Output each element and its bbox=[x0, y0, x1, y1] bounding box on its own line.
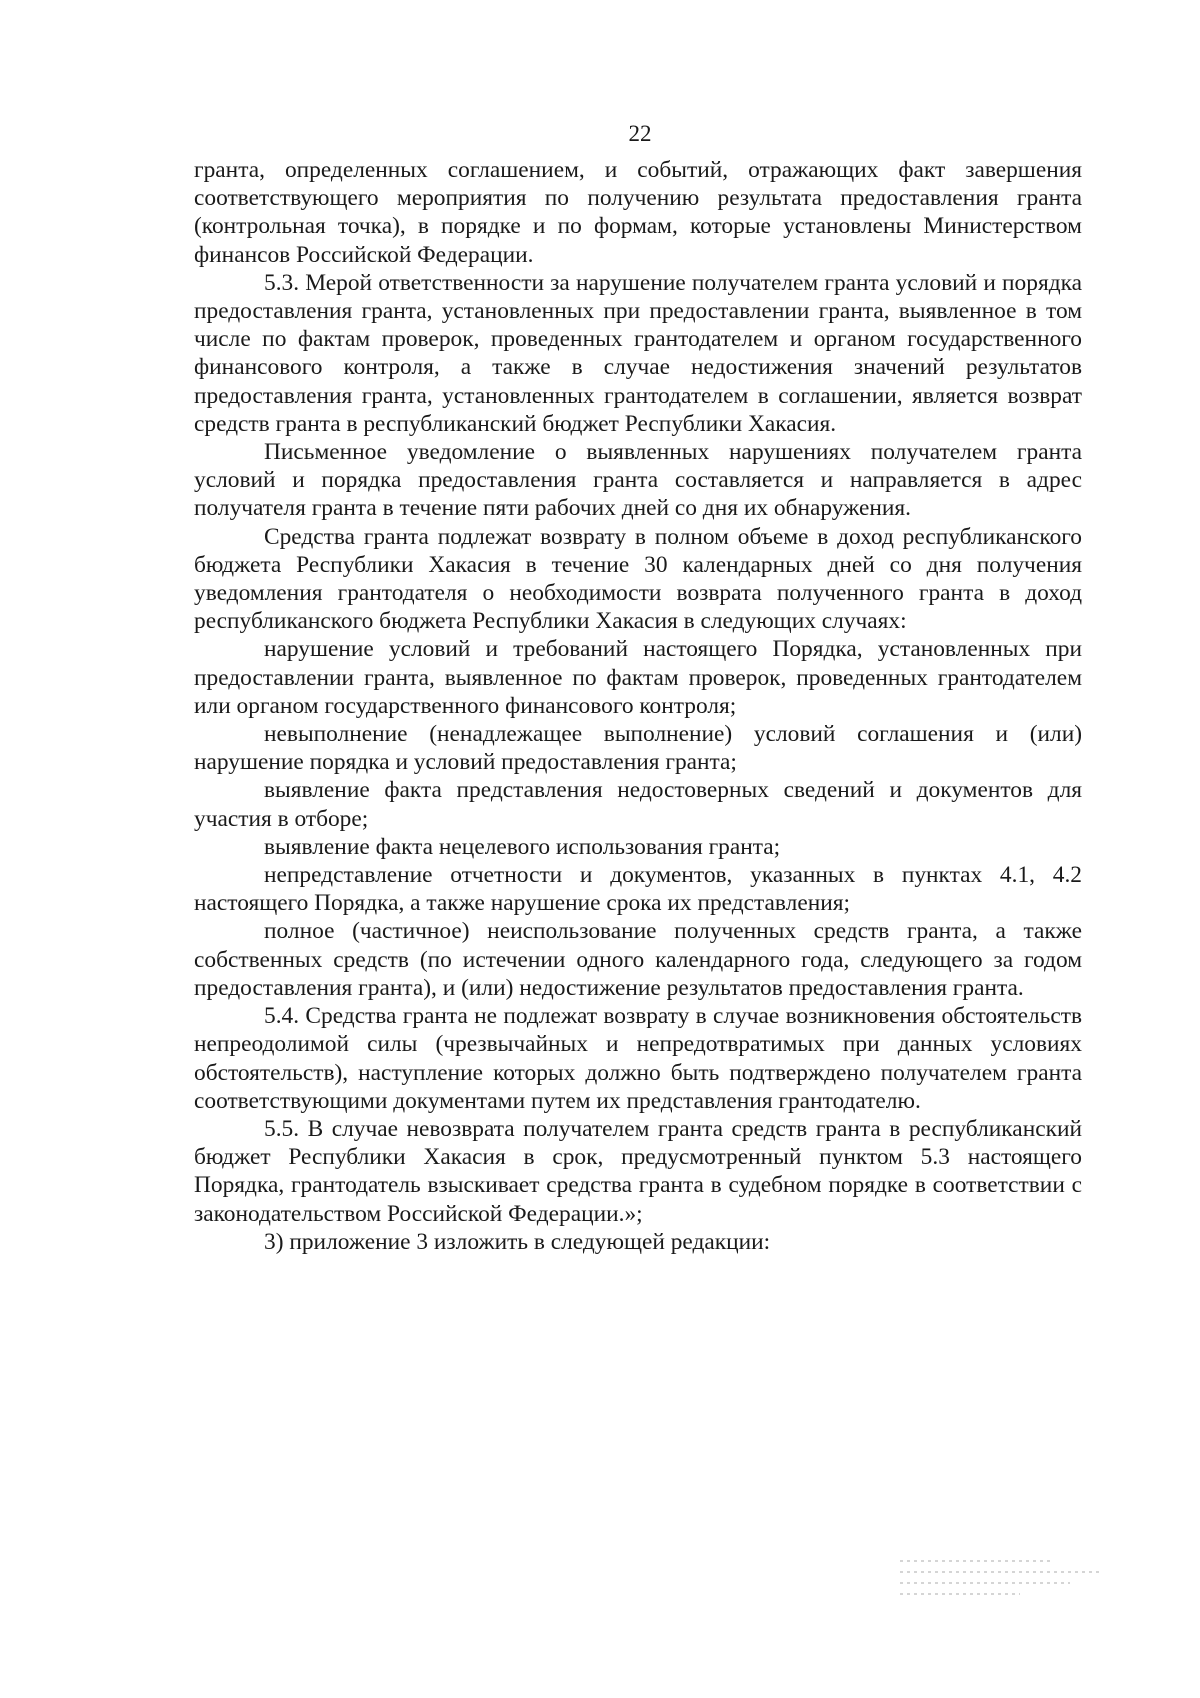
paragraph-return-cases: Средства гранта подлежат возврату в полном объеме в доход республиканского бюджета Республики Хакасия в течение 30 календарных дней со дня получения уведомления грантодателя о необходимости возврата полученного гранта в доход республиканского бюджета Республики Хакасия в следующих случаях: bbox=[194, 523, 1082, 635]
paragraph-clause-5-4: 5.4. Средства гранта не подлежат возврату в случае возникновения обстоятельств непреодолимой силы (чрезвычайных и непредотвратимых при данных условиях обстоятельств), наступление которых должно быть подтверждено получателем гранта соответствующими документами путем их представления грантодателю. bbox=[194, 1003, 1082, 1114]
paragraph-notification: Письменное уведомление о выявленных нарушениях получателем гранта условий и порядка предоставления гранта составляется и направляется в адрес получателя гранта в течение пяти рабочих дней со дня их обнаружения. bbox=[194, 439, 1082, 522]
list-item-case-4: выявление факта нецелевого использования гранта; bbox=[264, 833, 781, 860]
list-item-case-6: полное (частичное) неиспользование полученных средств гранта, а также собственных средств (по истечении одного календарного года, следующего за годом предоставления гранта), и (или) недостижение результатов предоставления гранта. bbox=[194, 918, 1082, 1001]
paragraph-clause-5-5: 5.5. В случае невозврата получателем гранта средств гранта в республиканский бюджет Республики Хакасия в срок, предусмотренный пунктом 5.3 настоящего Порядка, грантодатель взыскивает средства гранта в судебном порядке в соответствии с законодательством Российской Федерации.»; bbox=[194, 1115, 1082, 1227]
list-item-case-2: невыполнение (ненадлежащее выполнение) условий соглашения и (или) нарушение порядка и условий предоставления гранта; bbox=[194, 721, 1082, 776]
paragraph-clause-5-3: 5.3. Мерой ответственности за нарушение получателем гранта условий и порядка предоставления гранта, установленных при предоставлении гранта, выявленное в том числе по фактам проверок, проведенных грантодателем и органом государственного финансового контроля, а также в случае недостижения значений результатов предоставления гранта, установленных грантодателем в соглашении, является возврат средств гранта в республиканский бюджет Республики Хакасия. bbox=[194, 269, 1082, 437]
page-number: 22 bbox=[628, 121, 652, 146]
faint-stamp-mark bbox=[900, 1560, 1110, 1616]
list-item-case-1: нарушение условий и требований настоящего Порядка, установленных при предоставлении гранта, выявленное по фактам проверок, проведенных грантодателем или органом государственного финансового контроля; bbox=[194, 636, 1082, 719]
paragraph-appendix-3: 3) приложение 3 изложить в следующей редакции: bbox=[264, 1228, 771, 1255]
list-item-case-5: непредставление отчетности и документов, указанных в пунктах 4.1, 4.2 настоящего Порядка, а также нарушение срока их представления; bbox=[194, 862, 1082, 917]
paragraph-1: гранта, определенных соглашением, и событий, отражающих факт завершения соответствующего мероприятия по получению результата предоставления гранта (контрольная точка), в порядке и по формам, которые установлены Министерством финансов Российской Федерации. bbox=[194, 157, 1082, 268]
list-item-case-3: выявление факта представления недостоверных сведений и документов для участия в отборе; bbox=[194, 777, 1082, 832]
document-body bbox=[194, 156, 1082, 1256]
